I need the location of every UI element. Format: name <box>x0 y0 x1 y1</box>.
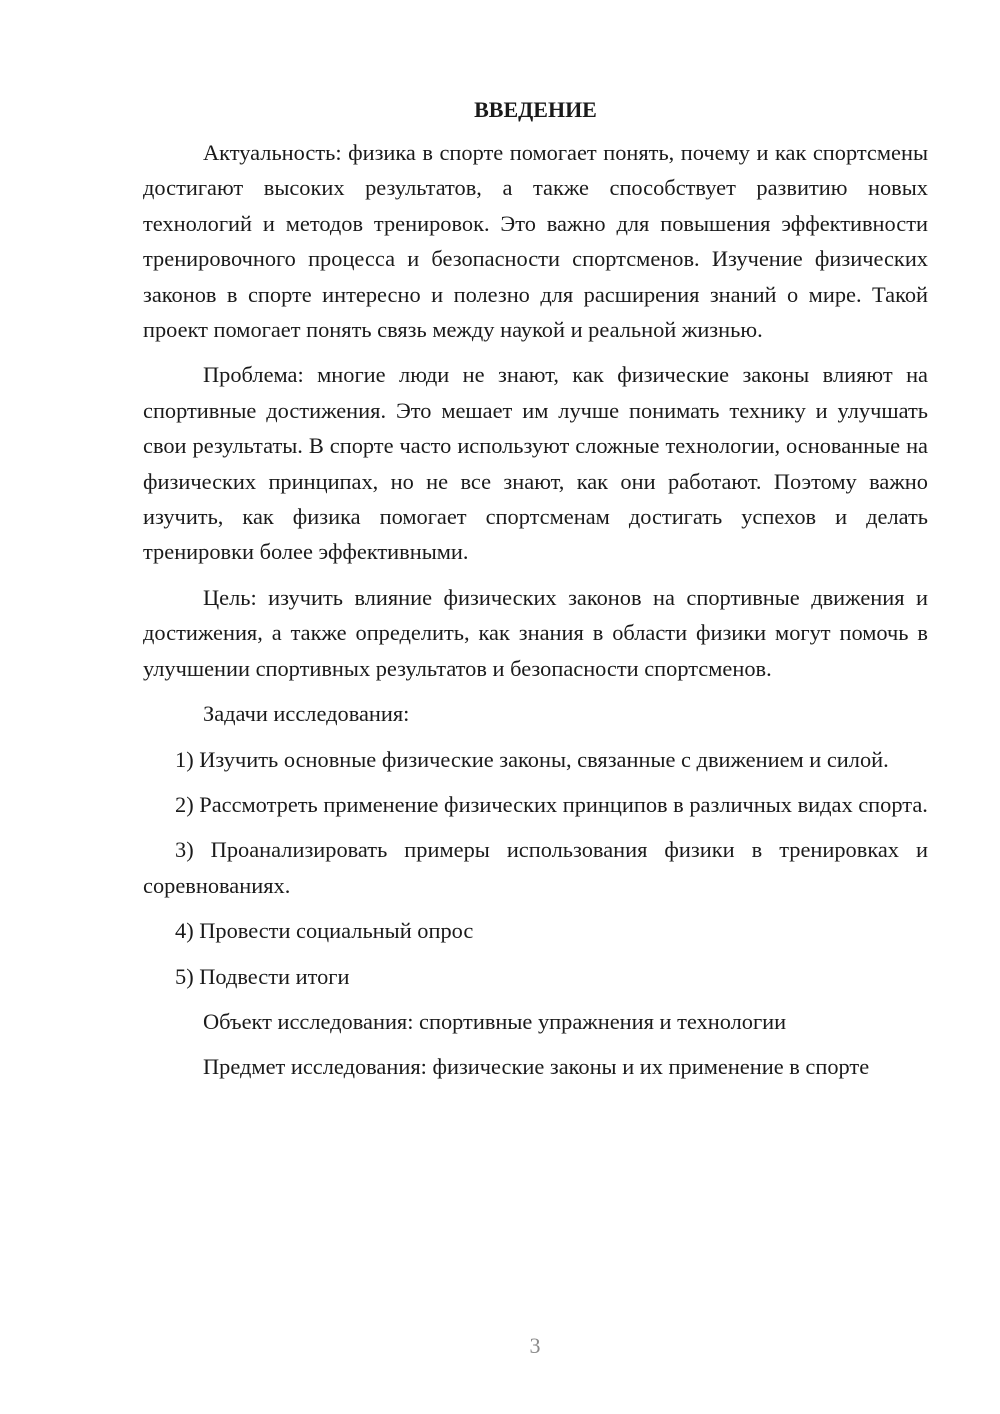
task-item-4: 4) Провести социальный опрос <box>175 918 474 944</box>
tasks-title: Задачи исследования: <box>203 701 410 727</box>
section-heading: ВВЕДЕНИЕ <box>474 97 597 122</box>
task-item-1: 1) Изучить основные физические законы, связанные с движением и силой. <box>175 746 889 772</box>
research-subject-paragraph: Предмет исследования: физические законы и их применение в спорте <box>203 1054 870 1080</box>
task-item-5: 5) Подвести итоги <box>175 963 350 989</box>
goal-paragraph: Цель: изучить влияние физических законов на спортивные движения и достижения, а также определить, как знания в области физики могут помочь в улучшении спортивных результатов и безопасности спортсменов. <box>143 584 928 681</box>
task-item-3: 3) Проанализировать примеры использования физики в тренировках и соревнованиях. <box>143 837 928 898</box>
relevance-paragraph: Актуальность: физика в спорте помогает понять, почему и как спортсмены достигают высоких результатов, а также способствует развитию новых технологий и методов тренировок. Это важно для повышения эффективности тренировочного процесса и безопасности спортсменов. Изучение физических законов в спорте интересно и полезно для расширения знаний о мире. Такой проект помогает понять связь между наукой и реальной жизнью. <box>143 140 928 343</box>
task-item-2: 2) Рассмотреть применение физических принципов в различных видах спорта. <box>175 791 928 817</box>
page-number: 3 <box>529 1333 541 1358</box>
problem-paragraph: Проблема: многие люди не знают, как физические законы влияют на спортивные достижения. Это мешает им лучше понимать технику и улучшать свои результаты. В спорте часто используют сложные технологии, основанные на физических принципах, но не все знают, как они работают. Поэтому важно изучить, как физика помогает спортсменам достигать успехов и делать тренировки более эффективными. <box>143 362 928 565</box>
research-object-paragraph: Объект исследования: спортивные упражнения и технологии <box>203 1008 787 1034</box>
document-page <box>143 92 928 1095</box>
